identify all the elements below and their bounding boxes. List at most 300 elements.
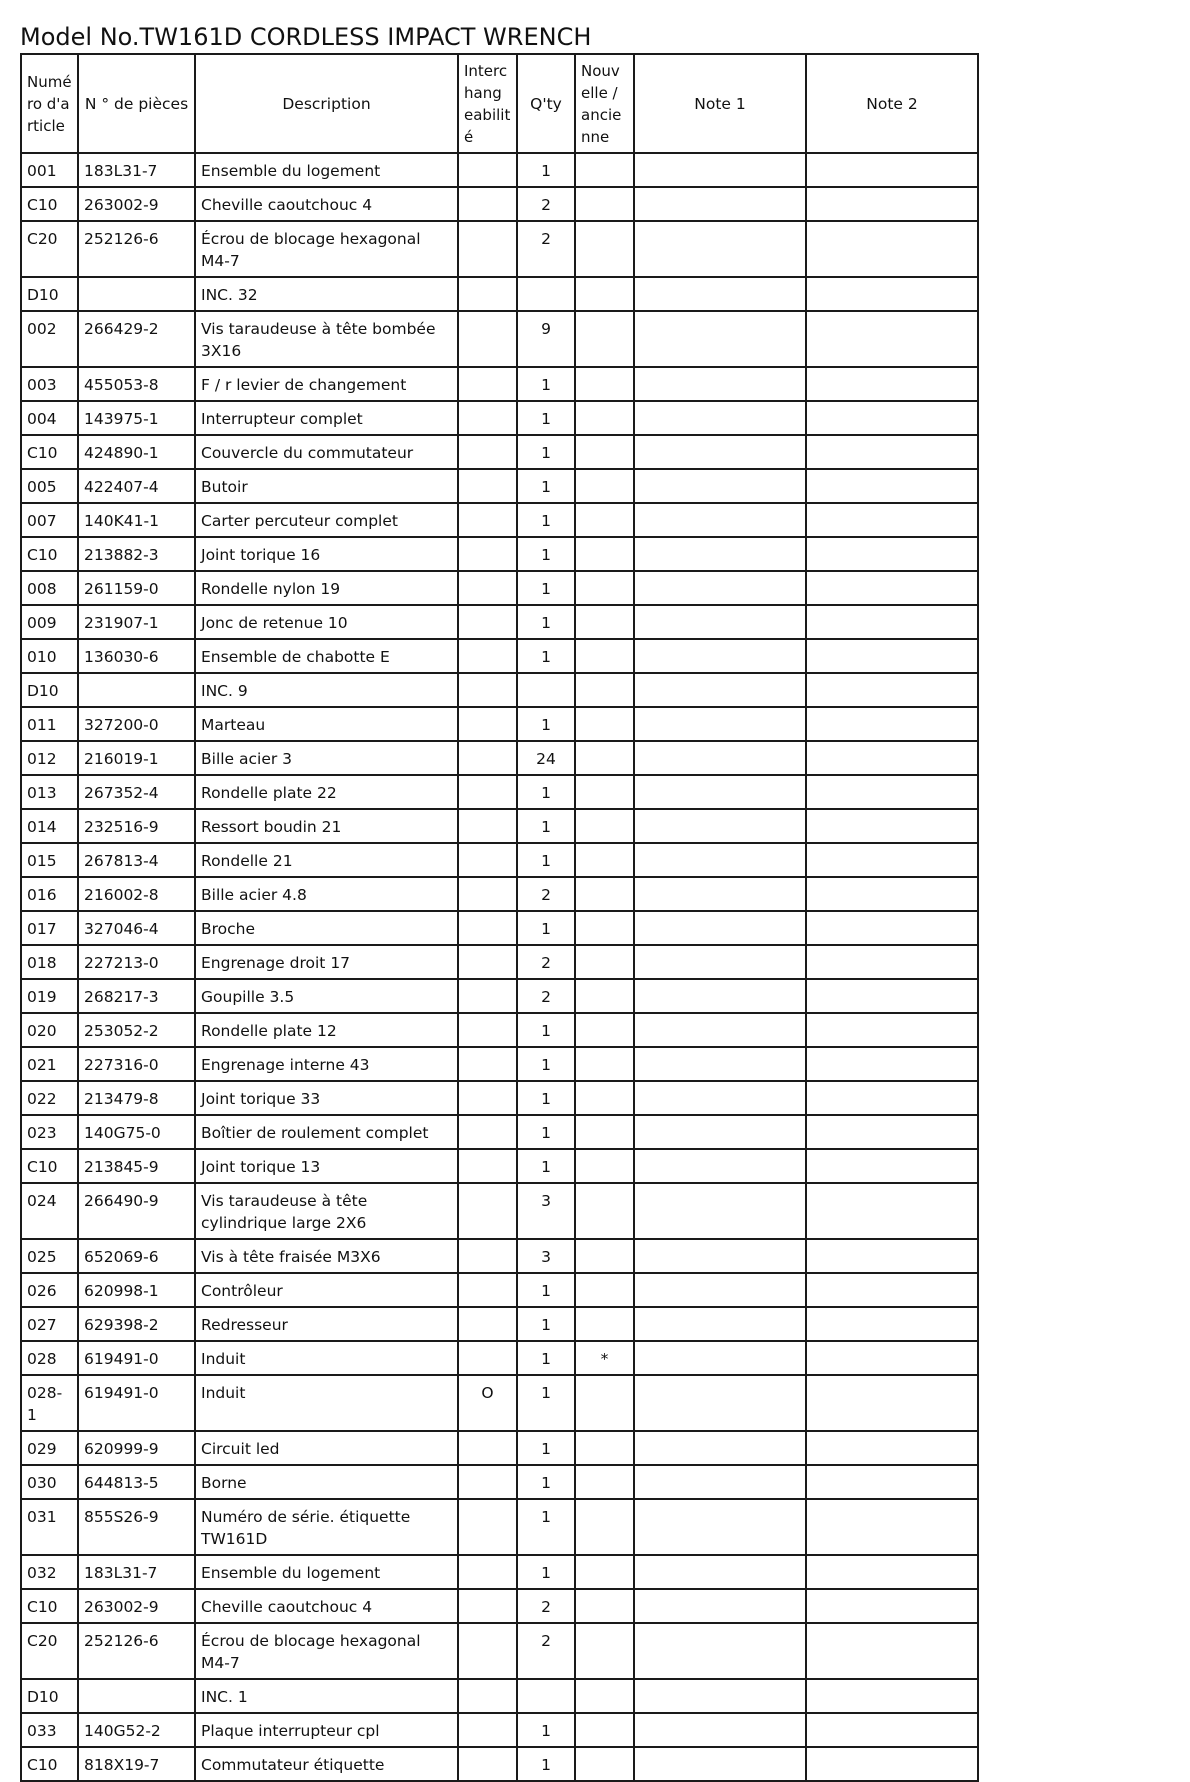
new-old-cell <box>575 1679 634 1713</box>
quantity-cell: 2 <box>517 945 575 979</box>
item-number-cell: 009 <box>21 605 78 639</box>
new-old-cell <box>575 877 634 911</box>
table-row <box>21 367 978 401</box>
new-old-cell <box>575 775 634 809</box>
description-cell: Engrenage interne 43 <box>195 1047 458 1081</box>
interchangeability-cell <box>458 741 517 775</box>
interchangeability-cell <box>458 401 517 435</box>
part-number-cell: 266490-9 <box>78 1183 195 1239</box>
quantity-cell: 1 <box>517 1341 575 1375</box>
quantity-cell: 1 <box>517 1047 575 1081</box>
note-2-cell <box>806 571 978 605</box>
part-number-cell: 422407-4 <box>78 469 195 503</box>
quantity-cell: 1 <box>517 1555 575 1589</box>
item-number-cell: 013 <box>21 775 78 809</box>
description-cell: Marteau <box>195 707 458 741</box>
item-number-cell: 022 <box>21 1081 78 1115</box>
description-cell: Écrou de blocage hexagonal M4-7 <box>195 221 458 277</box>
note-1-cell <box>634 1431 806 1465</box>
note-1-cell <box>634 1623 806 1679</box>
note-1-cell <box>634 221 806 277</box>
item-number-cell: 002 <box>21 311 78 367</box>
part-number-cell: 818X19-7 <box>78 1747 195 1781</box>
part-number-cell: 216002-8 <box>78 877 195 911</box>
table-row <box>21 469 978 503</box>
part-number-cell: 227316-0 <box>78 1047 195 1081</box>
quantity-cell: 1 <box>517 639 575 673</box>
note-2-cell <box>806 435 978 469</box>
note-1-cell <box>634 1307 806 1341</box>
table-row <box>21 1013 978 1047</box>
header-item-number: Numé ro d'a rticle <box>21 54 78 153</box>
description-cell: INC. 9 <box>195 673 458 707</box>
interchangeability-cell <box>458 153 517 187</box>
note-1-cell <box>634 1555 806 1589</box>
new-old-cell <box>575 1081 634 1115</box>
new-old-cell <box>575 1431 634 1465</box>
description-cell: Ensemble du logement <box>195 153 458 187</box>
header-note-1: Note 1 <box>634 54 806 153</box>
new-old-cell <box>575 537 634 571</box>
part-number-cell: 644813-5 <box>78 1465 195 1499</box>
note-2-cell <box>806 673 978 707</box>
new-old-cell <box>575 1013 634 1047</box>
item-number-cell: 017 <box>21 911 78 945</box>
note-2-cell <box>806 775 978 809</box>
note-2-cell <box>806 537 978 571</box>
table-header-row <box>21 54 978 153</box>
interchangeability-cell <box>458 537 517 571</box>
note-2-cell <box>806 187 978 221</box>
interchangeability-cell <box>458 639 517 673</box>
item-number-cell: 001 <box>21 153 78 187</box>
table-row <box>21 1679 978 1713</box>
new-old-cell <box>575 1115 634 1149</box>
part-number-cell <box>78 1679 195 1713</box>
note-2-cell <box>806 401 978 435</box>
description-cell: Rondelle 21 <box>195 843 458 877</box>
interchangeability-cell <box>458 911 517 945</box>
note-2-cell <box>806 1555 978 1589</box>
new-old-cell <box>575 1713 634 1747</box>
item-number-cell: D10 <box>21 673 78 707</box>
item-number-cell: D10 <box>21 277 78 311</box>
new-old-cell <box>575 469 634 503</box>
description-cell: Circuit led <box>195 1431 458 1465</box>
description-cell: Borne <box>195 1465 458 1499</box>
description-cell: Butoir <box>195 469 458 503</box>
item-number-cell: 025 <box>21 1239 78 1273</box>
new-old-cell <box>575 503 634 537</box>
description-cell: Joint torique 16 <box>195 537 458 571</box>
description-cell: Ressort boudin 21 <box>195 809 458 843</box>
part-number-cell: 629398-2 <box>78 1307 195 1341</box>
item-number-cell: 003 <box>21 367 78 401</box>
part-number-cell: 327200-0 <box>78 707 195 741</box>
item-number-cell: C20 <box>21 1623 78 1679</box>
part-number-cell: 261159-0 <box>78 571 195 605</box>
quantity-cell: 9 <box>517 311 575 367</box>
part-number-cell <box>78 277 195 311</box>
item-number-cell: C10 <box>21 1149 78 1183</box>
part-number-cell: 263002-9 <box>78 1589 195 1623</box>
note-1-cell <box>634 435 806 469</box>
note-2-cell <box>806 311 978 367</box>
new-old-cell <box>575 1307 634 1341</box>
new-old-cell: * <box>575 1341 634 1375</box>
interchangeability-cell <box>458 435 517 469</box>
quantity-cell: 1 <box>517 843 575 877</box>
interchangeability-cell <box>458 1623 517 1679</box>
new-old-cell <box>575 1499 634 1555</box>
item-number-cell: 021 <box>21 1047 78 1081</box>
quantity-cell: 2 <box>517 877 575 911</box>
new-old-cell <box>575 221 634 277</box>
table-row <box>21 673 978 707</box>
item-number-cell: 012 <box>21 741 78 775</box>
note-1-cell <box>634 469 806 503</box>
note-2-cell <box>806 1047 978 1081</box>
note-1-cell <box>634 673 806 707</box>
interchangeability-cell <box>458 1273 517 1307</box>
note-2-cell <box>806 1375 978 1431</box>
item-number-cell: D10 <box>21 1679 78 1713</box>
part-number-cell: 619491-0 <box>78 1375 195 1431</box>
note-1-cell <box>634 1149 806 1183</box>
interchangeability-cell <box>458 1431 517 1465</box>
new-old-cell <box>575 311 634 367</box>
part-number-cell: 267813-4 <box>78 843 195 877</box>
part-number-cell: 140K41-1 <box>78 503 195 537</box>
header-interchangeability: Interc hang eabilit é <box>458 54 517 153</box>
description-cell: INC. 1 <box>195 1679 458 1713</box>
item-number-cell: 027 <box>21 1307 78 1341</box>
part-number-cell: 252126-6 <box>78 221 195 277</box>
note-2-cell <box>806 1623 978 1679</box>
quantity-cell: 2 <box>517 221 575 277</box>
quantity-cell: 1 <box>517 1081 575 1115</box>
item-number-cell: 010 <box>21 639 78 673</box>
item-number-cell: 024 <box>21 1183 78 1239</box>
interchangeability-cell <box>458 367 517 401</box>
interchangeability-cell <box>458 843 517 877</box>
item-number-cell: 004 <box>21 401 78 435</box>
table-row <box>21 401 978 435</box>
table-row <box>21 537 978 571</box>
note-1-cell <box>634 401 806 435</box>
table-row <box>21 843 978 877</box>
header-note-2: Note 2 <box>806 54 978 153</box>
interchangeability-cell <box>458 1013 517 1047</box>
interchangeability-cell <box>458 1239 517 1273</box>
interchangeability-cell <box>458 1115 517 1149</box>
interchangeability-cell <box>458 775 517 809</box>
description-cell: Plaque interrupteur cpl <box>195 1713 458 1747</box>
item-number-cell: 005 <box>21 469 78 503</box>
new-old-cell <box>575 187 634 221</box>
note-2-cell <box>806 153 978 187</box>
table-row <box>21 1047 978 1081</box>
header-part-number: N ° de pièces <box>78 54 195 153</box>
description-cell: Bille acier 4.8 <box>195 877 458 911</box>
note-1-cell <box>634 877 806 911</box>
table-row <box>21 571 978 605</box>
quantity-cell: 2 <box>517 1623 575 1679</box>
note-1-cell <box>634 1499 806 1555</box>
item-number-cell: 015 <box>21 843 78 877</box>
table-row <box>21 1465 978 1499</box>
interchangeability-cell <box>458 1499 517 1555</box>
page-title: Model No.TW161D CORDLESS IMPACT WRENCH <box>20 23 592 51</box>
new-old-cell <box>575 1747 634 1781</box>
note-1-cell <box>634 1047 806 1081</box>
interchangeability-cell <box>458 707 517 741</box>
quantity-cell: 2 <box>517 979 575 1013</box>
table-row <box>21 877 978 911</box>
new-old-cell <box>575 945 634 979</box>
new-old-cell <box>575 1623 634 1679</box>
note-1-cell <box>634 1679 806 1713</box>
note-2-cell <box>806 221 978 277</box>
part-number-cell: 620999-9 <box>78 1431 195 1465</box>
item-number-cell: 030 <box>21 1465 78 1499</box>
new-old-cell <box>575 639 634 673</box>
note-1-cell <box>634 1747 806 1781</box>
interchangeability-cell <box>458 1747 517 1781</box>
interchangeability-cell <box>458 1465 517 1499</box>
header-quantity: Q'ty <box>517 54 575 153</box>
interchangeability-cell <box>458 571 517 605</box>
note-2-cell <box>806 1081 978 1115</box>
table-row <box>21 945 978 979</box>
parts-table <box>20 53 979 1782</box>
part-number-cell: 652069-6 <box>78 1239 195 1273</box>
part-number-cell: 183L31-7 <box>78 1555 195 1589</box>
table-row <box>21 1239 978 1273</box>
table-row <box>21 1273 978 1307</box>
table-row <box>21 435 978 469</box>
interchangeability-cell <box>458 187 517 221</box>
new-old-cell <box>575 1555 634 1589</box>
part-number-cell: 327046-4 <box>78 911 195 945</box>
table-row <box>21 1341 978 1375</box>
item-number-cell: 019 <box>21 979 78 1013</box>
item-number-cell: C10 <box>21 435 78 469</box>
quantity-cell: 1 <box>517 401 575 435</box>
description-cell: INC. 32 <box>195 277 458 311</box>
note-2-cell <box>806 277 978 311</box>
item-number-cell: 011 <box>21 707 78 741</box>
note-1-cell <box>634 843 806 877</box>
description-cell: Rondelle plate 22 <box>195 775 458 809</box>
note-1-cell <box>634 1081 806 1115</box>
quantity-cell: 1 <box>517 1273 575 1307</box>
table-row <box>21 221 978 277</box>
table-row <box>21 1747 978 1781</box>
description-cell: Redresseur <box>195 1307 458 1341</box>
description-cell: Joint torique 13 <box>195 1149 458 1183</box>
description-cell: Jonc de retenue 10 <box>195 605 458 639</box>
table-row <box>21 639 978 673</box>
quantity-cell: 1 <box>517 1307 575 1341</box>
part-number-cell: 232516-9 <box>78 809 195 843</box>
description-cell: Commutateur étiquette <box>195 1747 458 1781</box>
note-2-cell <box>806 605 978 639</box>
note-2-cell <box>806 503 978 537</box>
quantity-cell: 1 <box>517 605 575 639</box>
note-1-cell <box>634 1183 806 1239</box>
note-1-cell <box>634 571 806 605</box>
quantity-cell: 1 <box>517 707 575 741</box>
table-row <box>21 1081 978 1115</box>
part-number-cell: 213845-9 <box>78 1149 195 1183</box>
quantity-cell: 2 <box>517 187 575 221</box>
note-2-cell <box>806 1239 978 1273</box>
note-2-cell <box>806 1431 978 1465</box>
quantity-cell: 1 <box>517 1375 575 1431</box>
new-old-cell <box>575 367 634 401</box>
item-number-cell: C10 <box>21 187 78 221</box>
note-2-cell <box>806 639 978 673</box>
new-old-cell <box>575 277 634 311</box>
table-row <box>21 1149 978 1183</box>
note-1-cell <box>634 537 806 571</box>
new-old-cell <box>575 571 634 605</box>
note-2-cell <box>806 1465 978 1499</box>
quantity-cell: 1 <box>517 367 575 401</box>
header-description: Description <box>195 54 458 153</box>
note-1-cell <box>634 945 806 979</box>
part-number-cell: 268217-3 <box>78 979 195 1013</box>
note-2-cell <box>806 979 978 1013</box>
quantity-cell: 2 <box>517 1589 575 1623</box>
note-1-cell <box>634 1375 806 1431</box>
note-1-cell <box>634 503 806 537</box>
new-old-cell <box>575 401 634 435</box>
item-number-cell: 020 <box>21 1013 78 1047</box>
note-2-cell <box>806 1149 978 1183</box>
item-number-cell: 007 <box>21 503 78 537</box>
note-2-cell <box>806 1307 978 1341</box>
quantity-cell: 1 <box>517 1465 575 1499</box>
description-cell: Joint torique 33 <box>195 1081 458 1115</box>
item-number-cell: 029 <box>21 1431 78 1465</box>
item-number-cell: C10 <box>21 1589 78 1623</box>
quantity-cell: 1 <box>517 1013 575 1047</box>
note-2-cell <box>806 911 978 945</box>
item-number-cell: 016 <box>21 877 78 911</box>
part-number-cell: 213882-3 <box>78 537 195 571</box>
note-2-cell <box>806 1499 978 1555</box>
new-old-cell <box>575 843 634 877</box>
new-old-cell <box>575 605 634 639</box>
part-number-cell: 143975-1 <box>78 401 195 435</box>
item-number-cell: 014 <box>21 809 78 843</box>
header-new-old: Nouv elle / ancie nne <box>575 54 634 153</box>
table-row <box>21 979 978 1013</box>
note-1-cell <box>634 1239 806 1273</box>
part-number-cell: 183L31-7 <box>78 153 195 187</box>
note-1-cell <box>634 809 806 843</box>
interchangeability-cell <box>458 1307 517 1341</box>
table-row <box>21 1713 978 1747</box>
new-old-cell <box>575 673 634 707</box>
quantity-cell: 1 <box>517 153 575 187</box>
note-1-cell <box>634 367 806 401</box>
item-number-cell: 026 <box>21 1273 78 1307</box>
note-2-cell <box>806 1013 978 1047</box>
note-1-cell <box>634 1273 806 1307</box>
part-number-cell: 855S26-9 <box>78 1499 195 1555</box>
description-cell: Broche <box>195 911 458 945</box>
note-2-cell <box>806 877 978 911</box>
new-old-cell <box>575 1465 634 1499</box>
note-1-cell <box>634 311 806 367</box>
note-2-cell <box>806 843 978 877</box>
quantity-cell: 1 <box>517 1747 575 1781</box>
note-2-cell <box>806 1183 978 1239</box>
item-number-cell: 032 <box>21 1555 78 1589</box>
table-row <box>21 1589 978 1623</box>
note-2-cell <box>806 367 978 401</box>
new-old-cell <box>575 809 634 843</box>
description-cell: Ensemble du logement <box>195 1555 458 1589</box>
note-1-cell <box>634 1013 806 1047</box>
quantity-cell: 1 <box>517 1431 575 1465</box>
description-cell: Couvercle du commutateur <box>195 435 458 469</box>
interchangeability-cell <box>458 503 517 537</box>
quantity-cell <box>517 277 575 311</box>
interchangeability-cell <box>458 1341 517 1375</box>
description-cell: Vis taraudeuse à tête cylindrique large 2X6 <box>195 1183 458 1239</box>
interchangeability-cell <box>458 1149 517 1183</box>
part-number-cell: 216019-1 <box>78 741 195 775</box>
interchangeability-cell <box>458 1713 517 1747</box>
note-1-cell <box>634 187 806 221</box>
description-cell: Induit <box>195 1341 458 1375</box>
note-1-cell <box>634 277 806 311</box>
note-1-cell <box>634 639 806 673</box>
item-number-cell: C10 <box>21 1747 78 1781</box>
new-old-cell <box>575 153 634 187</box>
note-2-cell <box>806 741 978 775</box>
part-number-cell: 136030-6 <box>78 639 195 673</box>
interchangeability-cell <box>458 1047 517 1081</box>
table-row <box>21 1499 978 1555</box>
description-cell: Engrenage droit 17 <box>195 945 458 979</box>
part-number-cell: 140G52-2 <box>78 1713 195 1747</box>
quantity-cell: 3 <box>517 1239 575 1273</box>
quantity-cell: 24 <box>517 741 575 775</box>
note-2-cell <box>806 809 978 843</box>
note-1-cell <box>634 605 806 639</box>
item-number-cell: 031 <box>21 1499 78 1555</box>
new-old-cell <box>575 1047 634 1081</box>
quantity-cell: 1 <box>517 469 575 503</box>
note-2-cell <box>806 707 978 741</box>
note-2-cell <box>806 945 978 979</box>
interchangeability-cell <box>458 809 517 843</box>
interchangeability-cell <box>458 1081 517 1115</box>
new-old-cell <box>575 1375 634 1431</box>
quantity-cell: 1 <box>517 911 575 945</box>
interchangeability-cell <box>458 979 517 1013</box>
quantity-cell: 1 <box>517 1499 575 1555</box>
interchangeability-cell <box>458 1679 517 1713</box>
part-number-cell: 227213-0 <box>78 945 195 979</box>
new-old-cell <box>575 1239 634 1273</box>
note-1-cell <box>634 911 806 945</box>
